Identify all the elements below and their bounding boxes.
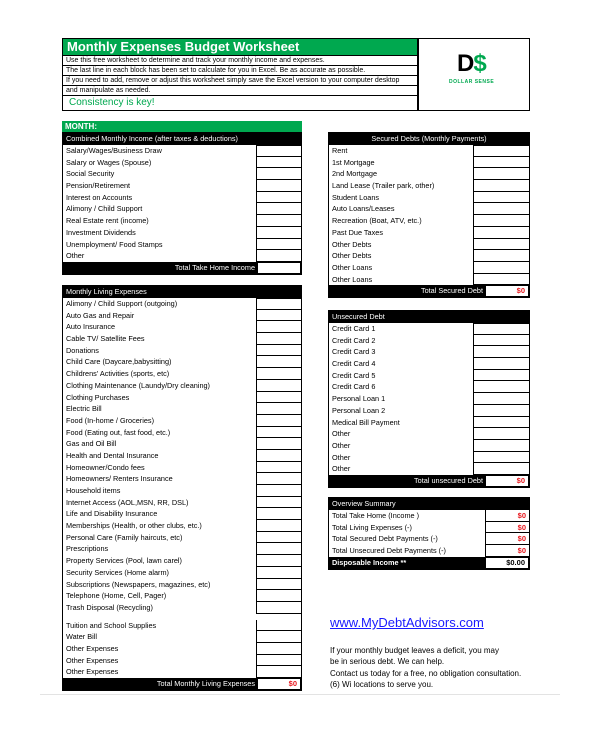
living-row <box>63 567 301 579</box>
living-rows <box>63 298 301 678</box>
unsecured-heading: Unsecured Debt <box>329 311 529 323</box>
advisor-website-link[interactable]: www.MyDebtAdvisors.com <box>330 615 484 630</box>
living-amount-cell[interactable] <box>256 602 302 614</box>
secured-amount-cell[interactable] <box>473 227 530 239</box>
living-item-label: Household items <box>66 486 121 495</box>
income-row <box>63 168 301 180</box>
income-row <box>63 203 301 215</box>
income-heading: Combined Monthly Income (after taxes & deductions) <box>63 133 301 145</box>
living-item-label: Electric Bill <box>66 404 102 414</box>
income-section <box>62 132 302 275</box>
living-total-row <box>63 678 301 690</box>
living-amount-cell[interactable] <box>256 438 302 450</box>
unsecured-row <box>329 393 529 405</box>
secured-debts-section <box>328 132 530 298</box>
unsecured-amount-cell[interactable] <box>473 323 530 335</box>
secured-item-label: Recreation (Boat, ATV, etc.) <box>332 216 422 226</box>
income-row <box>63 192 301 204</box>
living-row <box>63 666 301 678</box>
unsecured-row <box>329 463 529 475</box>
income-row <box>63 180 301 192</box>
living-amount-cell[interactable] <box>256 543 302 555</box>
living-amount-cell[interactable] <box>256 450 302 462</box>
living-row <box>63 473 301 485</box>
unsecured-row <box>329 358 529 370</box>
living-item-label: Homeowners/ Renters Insurance <box>66 474 173 484</box>
living-row <box>63 497 301 509</box>
living-row <box>63 321 301 333</box>
advisor-blurb <box>330 645 560 691</box>
summary-row <box>329 545 529 557</box>
income-item-label: Salary/Wages/Business Draw <box>66 146 162 155</box>
unsecured-total-label: Total unsecured Debt <box>414 475 483 485</box>
living-amount-cell[interactable] <box>256 345 302 357</box>
secured-row <box>329 192 529 204</box>
living-amount-cell[interactable] <box>256 590 302 602</box>
income-amount-cell[interactable] <box>256 227 302 239</box>
living-amount-cell[interactable] <box>256 555 302 567</box>
secured-item-label: Other Loans <box>332 274 373 284</box>
living-row <box>63 590 301 602</box>
divider <box>40 694 560 695</box>
living-row <box>63 298 301 310</box>
living-row <box>63 333 301 345</box>
living-amount-cell[interactable] <box>256 310 302 322</box>
secured-total-row <box>329 285 529 297</box>
secured-item-label: Other Loans <box>332 262 373 272</box>
living-item-label: Donations <box>66 345 99 355</box>
unsecured-item-label: Other <box>332 464 351 474</box>
income-amount-cell[interactable] <box>256 157 302 169</box>
summary-label: Total Take Home (Income ) <box>332 511 420 520</box>
living-row <box>63 438 301 450</box>
summary-value: $0 <box>485 545 529 557</box>
living-amount-cell[interactable] <box>256 298 302 310</box>
summary-label: Total Secured Debt Payments (-) <box>332 534 438 544</box>
income-amount-cell[interactable] <box>256 203 302 215</box>
secured-amount-cell[interactable] <box>473 215 530 227</box>
secured-row <box>329 157 529 169</box>
living-item-label: Telephone (Home, Cell, Pager) <box>66 591 167 601</box>
income-row <box>63 145 301 157</box>
living-row <box>63 579 301 591</box>
income-item-label: Alimony / Child Support <box>66 204 143 214</box>
intro-line: The last line in each block has been set to calculate for you in Excel. Be as accurate as possible. <box>63 66 417 76</box>
income-amount-cell[interactable] <box>256 192 302 204</box>
month-label: MONTH: <box>62 121 302 132</box>
unsecured-item-label: Personal Loan 1 <box>332 394 386 404</box>
living-row <box>63 392 301 404</box>
living-row <box>63 368 301 380</box>
unsecured-amount-cell[interactable] <box>473 452 530 464</box>
secured-item-label: Rent <box>332 146 348 155</box>
income-row <box>63 239 301 251</box>
income-total-label: Total Take Home Income <box>174 262 255 272</box>
unsecured-item-label: Credit Card 2 <box>332 335 376 345</box>
living-item-label: Internet Access (AOL,MSN, RR, DSL) <box>66 497 189 507</box>
secured-amount-cell[interactable] <box>473 262 530 274</box>
unsecured-row <box>329 428 529 440</box>
living-item-label: Clothing Maintenance (Laundy/Dry cleaning) <box>66 380 210 390</box>
secured-item-label: Past Due Taxes <box>332 227 383 237</box>
living-amount-cell[interactable] <box>256 655 302 667</box>
living-amount-cell[interactable] <box>256 508 302 520</box>
income-amount-cell[interactable] <box>256 239 302 251</box>
living-item-label: Food (Eating out, fast food, etc.) <box>66 427 171 437</box>
secured-row <box>329 274 529 286</box>
living-amount-cell[interactable] <box>256 532 302 544</box>
living-amount-cell[interactable] <box>256 427 302 439</box>
living-amount-cell[interactable] <box>256 462 302 474</box>
secured-heading: Secured Debts (Monthly Payments) <box>329 133 529 145</box>
secured-item-label: Auto Loans/Leases <box>332 204 395 214</box>
income-item-label: Other <box>66 251 85 261</box>
unsecured-item-label: Other <box>332 452 351 462</box>
secured-item-label: Other Debts <box>332 251 372 261</box>
living-amount-cell[interactable] <box>256 620 302 632</box>
income-item-label: Salary or Wages (Spouse) <box>66 157 152 167</box>
living-item-label: Trash Disposal (Recycling) <box>66 602 153 612</box>
living-item-label: Property Services (Pool, lawn carel) <box>66 556 182 566</box>
intro-line: and manipulate as needed. <box>66 87 151 94</box>
living-amount-cell[interactable] <box>256 473 302 485</box>
unsecured-total-row <box>329 475 529 487</box>
living-row <box>63 310 301 322</box>
income-item-label: Pension/Retirement <box>66 181 131 191</box>
living-item-label: Gas and Oil Bill <box>66 439 117 449</box>
secured-row <box>329 180 529 192</box>
income-total-value: $0 <box>257 262 301 274</box>
living-row <box>63 345 301 357</box>
living-amount-cell[interactable] <box>256 415 302 427</box>
income-total-row <box>63 262 301 274</box>
living-amount-cell[interactable] <box>256 368 302 380</box>
living-amount-cell[interactable] <box>256 666 302 678</box>
income-amount-cell[interactable] <box>256 180 302 192</box>
secured-item-label: Other Debts <box>332 239 372 249</box>
living-item-label: Food (In-home / Groceries) <box>66 415 154 425</box>
living-amount-cell[interactable] <box>256 579 302 591</box>
blurb-line: (6) Wi locations to serve you. <box>330 680 434 690</box>
unsecured-item-label: Personal Loan 2 <box>332 405 386 415</box>
living-amount-cell[interactable] <box>256 321 302 333</box>
living-item-label: Clothing Purchases <box>66 392 130 402</box>
intro-line: If you need to add, remove or adjust this worksheet simply save the Excel version to your computer desktop <box>63 76 417 86</box>
secured-row <box>329 203 529 215</box>
secured-amount-cell[interactable] <box>473 192 530 204</box>
unsecured-rows <box>329 323 529 475</box>
living-item-label: Auto Gas and Repair <box>66 310 135 320</box>
unsecured-amount-cell[interactable] <box>473 417 530 429</box>
living-item-label: Other Expenses <box>66 667 119 677</box>
living-row <box>63 356 301 368</box>
unsecured-total-value: $0 <box>485 475 529 487</box>
living-amount-cell[interactable] <box>256 631 302 643</box>
unsecured-amount-cell[interactable] <box>473 381 530 393</box>
living-item-label: Childrens' Activities (sports, etc) <box>66 369 170 379</box>
secured-amount-cell[interactable] <box>473 168 530 180</box>
income-item-label: Interest on Accounts <box>66 192 133 202</box>
living-row <box>63 631 301 643</box>
living-item-label: Alimony / Child Support (outgoing) <box>66 299 178 308</box>
income-amount-cell[interactable] <box>256 215 302 227</box>
living-item-label: Health and Dental Insurance <box>66 450 159 460</box>
living-amount-cell[interactable] <box>256 392 302 404</box>
living-row <box>63 532 301 544</box>
disposable-income-row <box>329 557 529 569</box>
secured-row <box>329 262 529 274</box>
unsecured-item-label: Other <box>332 440 351 450</box>
unsecured-amount-cell[interactable] <box>473 440 530 452</box>
blurb-line: be in serious debt. We can help. <box>330 657 445 667</box>
income-row <box>63 250 301 262</box>
unsecured-debts-section <box>328 310 530 488</box>
intro-block <box>62 56 418 96</box>
living-row <box>63 450 301 462</box>
summary-label: Total Unsecured Debt Payments (-) <box>332 546 446 556</box>
living-item-label: Prescriptions <box>66 544 109 554</box>
living-amount-cell[interactable] <box>256 643 302 655</box>
living-item-label: Security Services (Home alarm) <box>66 567 169 577</box>
secured-item-label: Land Lease (Trailer park, other) <box>332 181 435 191</box>
secured-item-label: Student Loans <box>332 192 380 202</box>
income-row <box>63 157 301 169</box>
secured-row <box>329 239 529 251</box>
living-amount-cell[interactable] <box>256 356 302 368</box>
disposable-income-value: $0.00 <box>485 557 529 569</box>
disposable-income-label: Disposable Income ** <box>332 557 407 567</box>
income-item-label: Investment Dividends <box>66 227 136 237</box>
unsecured-item-label: Credit Card 4 <box>332 359 376 369</box>
income-item-label: Unemployment/ Food Stamps <box>66 239 163 249</box>
unsecured-item-label: Medical Bill Payment <box>332 417 400 427</box>
living-item-label: Subscriptions (Newspapers, magazines, etc) <box>66 579 211 589</box>
living-item-label: Personal Care (Family haircuts, etc) <box>66 532 183 542</box>
living-row <box>63 643 301 655</box>
income-amount-cell[interactable] <box>256 168 302 180</box>
unsecured-row <box>329 440 529 452</box>
income-row <box>63 227 301 239</box>
summary-value: $0 <box>485 533 529 545</box>
unsecured-row <box>329 370 529 382</box>
worksheet-title: Monthly Expenses Budget Worksheet <box>62 38 418 56</box>
income-item-label: Real Estate rent (income) <box>66 216 149 226</box>
living-row <box>63 485 301 497</box>
income-item-label: Social Security <box>66 169 115 179</box>
secured-rows <box>329 145 529 285</box>
overview-summary <box>328 497 530 570</box>
summary-row <box>329 510 529 522</box>
living-item-label: Auto Insurance <box>66 322 116 332</box>
unsecured-item-label: Credit Card 3 <box>332 347 376 357</box>
unsecured-row <box>329 452 529 464</box>
income-amount-cell[interactable] <box>256 250 302 262</box>
secured-item-label: 2nd Mortgage <box>332 169 378 179</box>
secured-item-label: 1st Mortgage <box>332 157 375 167</box>
unsecured-row <box>329 335 529 347</box>
living-row <box>63 520 301 532</box>
living-item-label: Homeowner/Condo fees <box>66 462 145 472</box>
living-row <box>63 543 301 555</box>
summary-value: $0 <box>485 510 529 522</box>
unsecured-row <box>329 381 529 393</box>
unsecured-amount-cell[interactable] <box>473 335 530 347</box>
unsecured-amount-cell[interactable] <box>473 370 530 382</box>
income-rows <box>63 145 301 262</box>
unsecured-item-label: Credit Card 5 <box>332 370 376 380</box>
unsecured-item-label: Credit Card 6 <box>332 382 376 392</box>
living-amount-cell[interactable] <box>256 403 302 415</box>
living-row <box>63 427 301 439</box>
unsecured-amount-cell[interactable] <box>473 428 530 440</box>
unsecured-item-label: Credit Card 1 <box>332 324 376 333</box>
income-row <box>63 215 301 227</box>
living-amount-cell[interactable] <box>256 333 302 345</box>
secured-row <box>329 227 529 239</box>
living-item-label: Tuition and School Supplies <box>66 620 157 630</box>
living-amount-cell[interactable] <box>256 567 302 579</box>
summary-row <box>329 522 529 534</box>
living-amount-cell[interactable] <box>256 520 302 532</box>
intro-line: Use this free worksheet to determine and track your monthly income and expenses. <box>63 56 417 66</box>
living-row <box>63 602 301 614</box>
unsecured-row <box>329 346 529 358</box>
logo-text: DOLLAR SENSE <box>449 79 495 85</box>
living-amount-cell[interactable] <box>256 497 302 509</box>
unsecured-item-label: Other <box>332 429 351 439</box>
summary-row <box>329 533 529 545</box>
secured-amount-cell[interactable] <box>473 157 530 169</box>
living-item-label: Child Care (Daycare,babysitting) <box>66 357 172 367</box>
secured-amount-cell[interactable] <box>473 145 530 157</box>
living-expenses-section <box>62 285 302 691</box>
unsecured-amount-cell[interactable] <box>473 463 530 475</box>
summary-value: $0 <box>485 522 529 534</box>
living-row <box>63 380 301 392</box>
blurb-line: Contact us today for a free, no obligation consultation. <box>330 668 522 678</box>
secured-total-value: $0 <box>485 285 529 297</box>
living-item-label: Memberships (Health, or other clubs, etc.) <box>66 521 202 531</box>
living-row <box>63 620 301 632</box>
living-heading: Monthly Living Expenses <box>63 286 301 298</box>
living-row <box>63 655 301 667</box>
living-item-label: Cable TV/ Satellite Fees <box>66 334 145 344</box>
secured-amount-cell[interactable] <box>473 250 530 262</box>
blurb-line: If your monthly budget leaves a deficit, you may <box>330 646 499 655</box>
secured-row <box>329 168 529 180</box>
secured-amount-cell[interactable] <box>473 274 530 286</box>
overview-heading: Overview Summary <box>329 498 529 510</box>
income-amount-cell[interactable] <box>256 145 302 157</box>
secured-amount-cell[interactable] <box>473 203 530 215</box>
living-total-value: $0 <box>257 678 301 690</box>
living-item-label: Other Expenses <box>66 643 119 653</box>
secured-row <box>329 250 529 262</box>
unsecured-row <box>329 417 529 429</box>
dollar-sense-logo <box>418 38 530 111</box>
living-item-label: Water Bill <box>66 632 97 642</box>
unsecured-row <box>329 323 529 335</box>
living-total-label: Total Monthly Living Expenses <box>156 679 255 688</box>
unsecured-amount-cell[interactable] <box>473 393 530 405</box>
unsecured-amount-cell[interactable] <box>473 346 530 358</box>
unsecured-amount-cell[interactable] <box>473 358 530 370</box>
secured-row <box>329 215 529 227</box>
unsecured-row <box>329 405 529 417</box>
living-row <box>63 555 301 567</box>
living-item-label: Life and Disability Insurance <box>66 509 158 519</box>
living-amount-cell[interactable] <box>256 380 302 392</box>
living-row <box>63 508 301 520</box>
tagline: Consistency is key! <box>62 96 418 111</box>
summary-label: Total Living Expenses (-) <box>332 522 412 532</box>
living-row <box>63 462 301 474</box>
secured-amount-cell[interactable] <box>473 239 530 251</box>
unsecured-amount-cell[interactable] <box>473 405 530 417</box>
living-row <box>63 415 301 427</box>
secured-row <box>329 145 529 157</box>
living-row <box>63 403 301 415</box>
secured-amount-cell[interactable] <box>473 180 530 192</box>
secured-total-label: Total Secured Debt <box>420 286 483 296</box>
living-amount-cell[interactable] <box>256 485 302 497</box>
logo-mark: D$ <box>457 50 486 77</box>
living-item-label: Other Expenses <box>66 655 119 665</box>
